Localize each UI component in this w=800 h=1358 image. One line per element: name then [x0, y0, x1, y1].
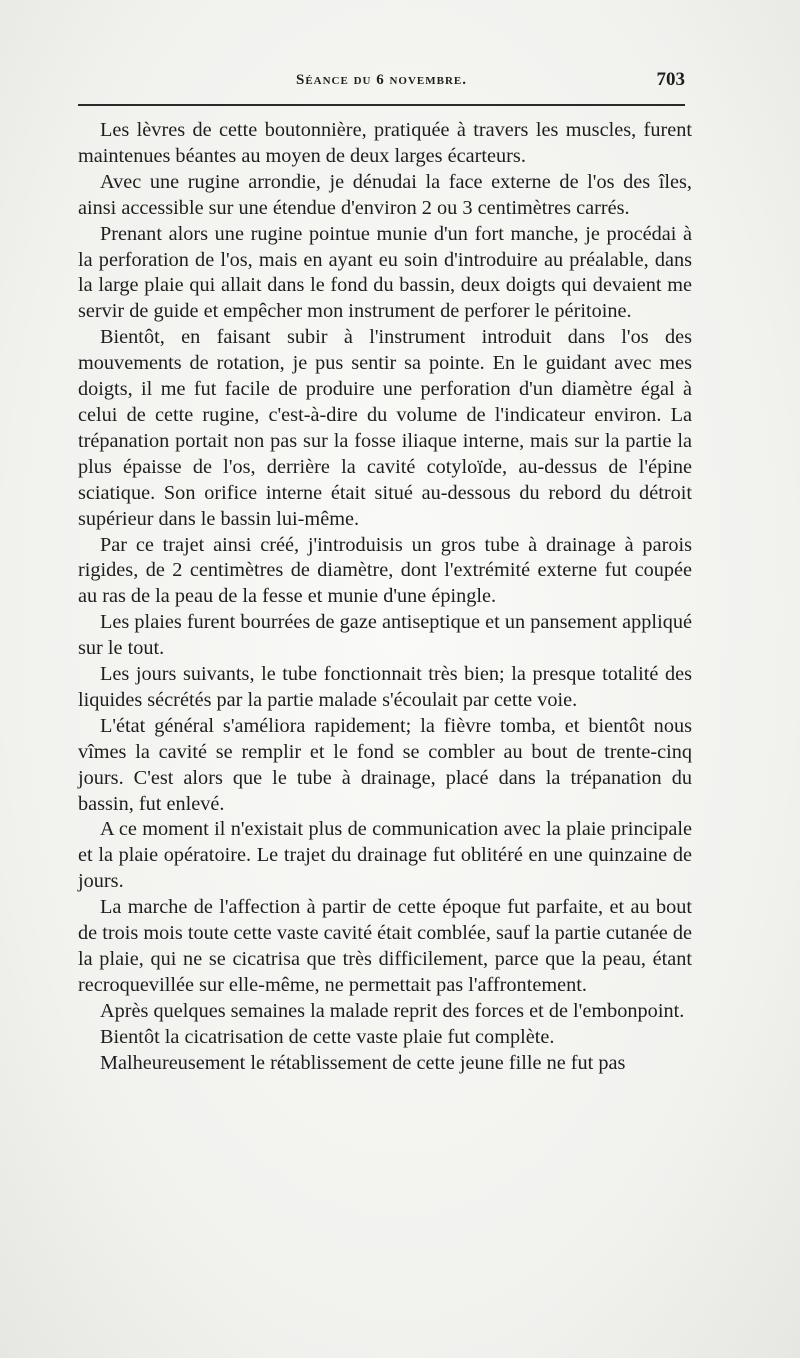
page-number: 703	[656, 69, 685, 90]
paragraph: Prenant alors une rugine pointue munie d'un fort manche, je procédai à la perforation de l'os, mais en ayant eu soin d'introduire au préalable, dans la large plaie qui allait dans le fond du bassin, deux doigts qui devaient me servir de guide et empêcher mon instrument de perforer le péritoine.	[78, 222, 692, 323]
paragraph: Les jours suivants, le tube fonctionnait très bien; la presque totalité des liquides sécrétés par la partie malade s'écoulait par cette voie.	[78, 663, 692, 711]
body-text	[78, 118, 692, 1077]
paragraph: La marche de l'affection à partir de cette époque fut parfaite, et au bout de trois mois toute cette vaste cavité était comblée, sauf la partie cutanée de la plaie, qui ne se cicatrisa que très difficilement, parce que la peau, étant recroquevillée sur elle-même, ne permettait pas l'affrontement.	[78, 896, 692, 996]
paragraph: Malheureusement le rétablissement de cette jeune fille ne fut pas	[100, 1051, 626, 1074]
paragraph: Les plaies furent bourrées de gaze antiseptique et un pansement appliqué sur le tout.	[78, 611, 692, 660]
paragraph: Par ce trajet ainsi créé, j'introduisis un gros tube à drainage à parois rigides, de 2 centimètres de diamètre, dont l'extrémité externe fut coupée au ras de la peau de la fesse et munie d'une épingle.	[78, 533, 692, 608]
paragraph: Avec une rugine arrondie, je dénudai la face externe de l'os des îles, ainsi accessible sur une étendue d'environ 2 ou 3 centimètres carrés.	[78, 170, 692, 219]
paragraph: A ce moment il n'existait plus de communication avec la plaie principale et la plaie opératoire. Le trajet du drainage fut oblitéré en une quinzaine de jours.	[78, 818, 692, 893]
paragraph: L'état général s'améliora rapidement; la fièvre tomba, et bientôt nous vîmes la cavité se remplir et le fond se combler au bout de trente-cinq jours. C'est alors que le tube à drainage, placé dans la trépanation du bassin, fut enlevé.	[78, 714, 692, 815]
paragraph: Bientôt, en faisant subir à l'instrument introduit dans l'os des mouvements de rotation, je pus sentir sa pointe. En le guidant avec mes doigts, il me fut facile de produire une perforation d'un diamètre égal à celui de cette rugine, c'est-à-dire du volume de l'indicateur environ. La trépanation portait non pas sur la fosse iliaque interne, mais sur la partie la plus épaisse de l'os, derrière la cavité cotyloïde, au-dessus de l'épine sciatique. Son orifice interne était situé au-dessous du rebord du détroit supérieur dans le bassin lui-même.	[78, 326, 692, 530]
paragraph: Bientôt la cicatrisation de cette vaste plaie fut complète.	[100, 1025, 555, 1048]
page-header	[78, 69, 685, 94]
running-title: Séance du 6 novembre.	[295, 72, 468, 88]
paragraph: Les lèvres de cette boutonnière, pratiquée à travers les muscles, furent maintenues béantes au moyen de deux larges écarteurs.	[78, 119, 692, 167]
header-rule	[78, 104, 685, 106]
paragraph: Après quelques semaines la malade reprit des forces et de l'embonpoint.	[100, 999, 685, 1022]
